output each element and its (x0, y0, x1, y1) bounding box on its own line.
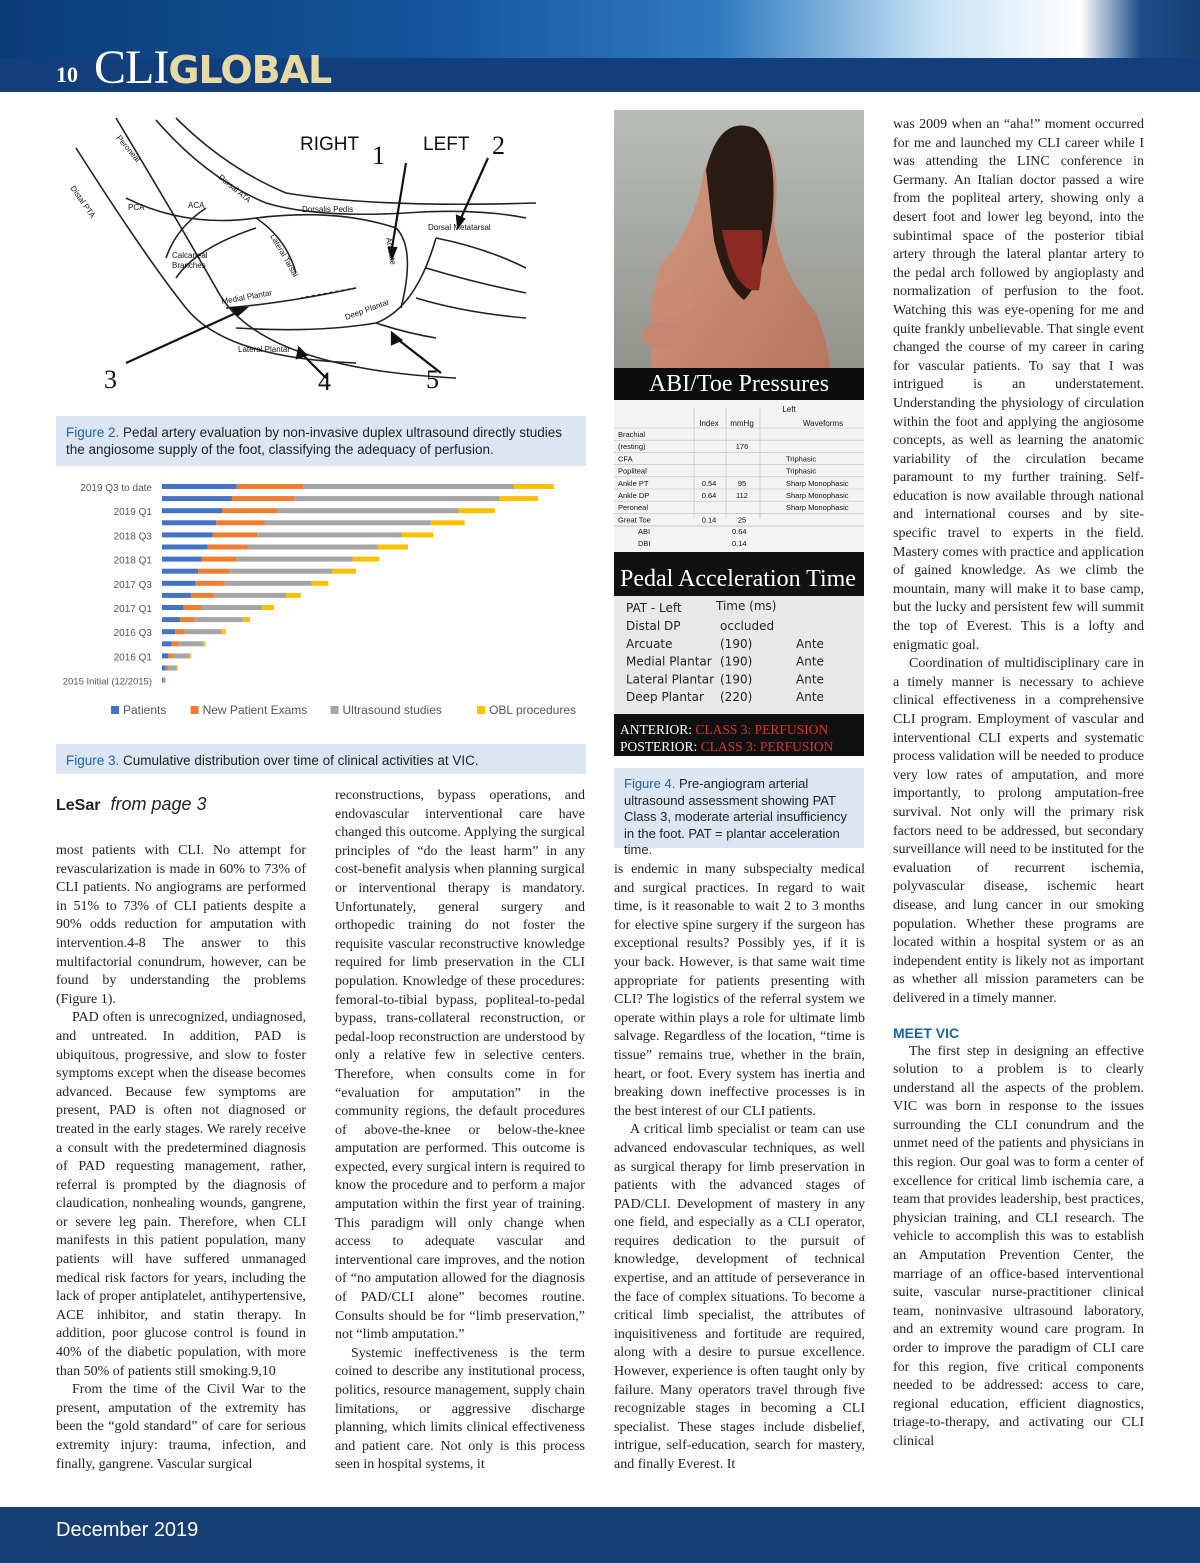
label-peroneal: Peroneal (114, 133, 142, 164)
abi-row-wave: Triphasic (786, 466, 817, 476)
figure-3-caption-label: Figure 3. (66, 753, 120, 768)
figure-4-caption (614, 768, 864, 857)
pat-row-time: (220) (720, 690, 753, 705)
bar-segment (185, 629, 221, 634)
page-header (0, 0, 1200, 92)
pat-row-dir: Ante (796, 654, 824, 669)
article-column-3 (614, 861, 865, 1475)
bar-segment (195, 617, 243, 622)
artery-outline-4 (176, 118, 536, 204)
bar-segment (173, 653, 190, 658)
pat-row-site: Lateral Plantar (626, 672, 715, 687)
figure-2-caption-label: Figure 2. (66, 425, 120, 440)
bar-segment (168, 666, 176, 671)
section-heading-meet-vic: MEET VIC (893, 1024, 960, 1041)
bar-segment (243, 617, 250, 622)
clinical-activities-chart (56, 478, 586, 740)
bar-segment (162, 629, 175, 634)
bar-segment (402, 532, 433, 537)
pat-row-dir: Ante (796, 636, 824, 651)
bar-segment (191, 593, 214, 598)
pat-row-time: (190) (720, 636, 753, 651)
label-number-3: 3 (104, 365, 117, 394)
bar-segment (203, 641, 205, 646)
bar-segment (237, 484, 303, 489)
figure-4-caption-text: Pre-angiogram arterial ultrasound assessment showing PAT Class 3, moderate arterial insufficiency in the foot. PAT = plantar acceleration time. (624, 776, 848, 857)
label-aca: ACA (188, 201, 205, 210)
bar-segment (168, 653, 173, 658)
bar-segment (459, 508, 495, 513)
abi-row-mmhg: 112 (736, 491, 748, 500)
anterior-class (620, 722, 828, 738)
pedal-title: Pedal Acceleration Time (614, 560, 864, 598)
figure-2-diagram (56, 108, 586, 408)
magazine-logo (94, 40, 331, 95)
figure-2-caption-text: Pedal artery evaluation by non-invasive duplex ultrasound directly studies the angiosome supply of the foot, classifying the adequacy of perfusion. (66, 425, 563, 457)
label-number-4: 4 (318, 367, 331, 396)
abi-title: ABI/Toe Pressures (614, 368, 864, 400)
y-tick-label: 2016 Q1 (113, 652, 152, 664)
bar-segment (221, 629, 226, 634)
article-column-2 (335, 787, 585, 1475)
bar-segment (162, 496, 232, 501)
abi-row-index: 0.14 (701, 515, 717, 525)
bar-segment (216, 520, 264, 525)
pat-row-time: (190) (720, 654, 753, 669)
abi-row-site: Great Toe (618, 515, 651, 525)
pat-table-grid (614, 596, 864, 714)
bar-segment (184, 605, 202, 610)
bar-segment (162, 581, 196, 586)
label-arcuate: Arcuate (384, 236, 398, 266)
posterior-label: POSTERIOR: (620, 739, 698, 754)
col4-paragraph-3: The first step in designing an effective solution to a problem is to clearly understand all the aspects of the problem. VIC was born in response to the issues surrounding the CLI conundrum and the unmet need of the patients and physicians in this region. Our goal was to form a center of excellence for critical limb ischemia care, a team that provides leadership, best practices, physician training, and CLI research. The vehicle to accomplish this was to establish an Amputation Prevention Center, the marriage of an office-based interventional suite, vascular nurse-practitioner clinical team, noninvasive ultrasound laboratory, and an extremity wound care program. In order to improve the paradigm of CLI care for this region, five critical components needed to be addressed: access to care, regional education, efficient diagnostics, triage-to-therapy, and activating our CLI clinical (893, 1043, 1144, 1449)
y-tick-label: 2019 Q1 (113, 507, 152, 519)
bar-segment (162, 484, 237, 489)
bar-segment (162, 678, 163, 683)
anterior-class-value: CLASS 3: PERFUSION (695, 722, 829, 737)
posterior-class (620, 739, 833, 755)
bar-segment (198, 569, 229, 574)
bar-segment (232, 496, 295, 501)
bar-segment (222, 508, 277, 513)
col3-paragraph-2: A critical limb specialist or team can use advanced endovascular techniques, as well as surgical therapy for limb preservation in patients with the advanced stages of PAD/CLI. Development of mastery in any one field, and especially as a CLI operator, requires dedication to the pursuit of knowledge, development of technical expertise, and an attitude of perseverance in the face of complex situations. To become a critical limb specialist, the attributes of inquisitiveness and fortitude are required, along with a desire to pursue excellence. However, experience is often taught only by failure. Many operators travel through five recognizable stages in becoming a CLI specialist. These stages include disbelief, intrigue, self-education, search for mastery, and finally Everest. It (614, 1122, 865, 1472)
bar-segment (353, 557, 380, 562)
abi-row-wave: Triphasic (786, 454, 817, 464)
posterior-class-value: CLASS 3: PERFUSION (700, 739, 834, 754)
bar-segment (230, 569, 333, 574)
bar-segment (176, 666, 177, 671)
abi-row-site: Brachial (618, 430, 646, 439)
logo-global: GLOBAL (168, 48, 332, 92)
bar-segment (312, 581, 329, 586)
y-tick-label: 2019 Q3 to date (80, 483, 152, 494)
pat-row-time: occluded (720, 619, 775, 633)
bar-segment (162, 520, 216, 525)
col4-paragraph-2: Coordination of multidisciplinary care in a timely manner is necessary to achieve clinical effectiveness in a comprehensive CLI program. Employment of vascular and interventional CLI experts and systematic process validation will be needed to produce very low rates of amputation, and more importantly, to prolong amputation-free survival. Not only will the primary risk factors need to be addressed, but secondary surveillance will need to be instituted for the evaluation of recurrent ischemia, polyvascular disease, ischemic heart disease, and lung cancer in our smoking population. Whether these programs are located within a hospital system or as an independent entity is likely not as important as whether all mission parameters can be delivered in a timely manner. (893, 656, 1144, 1006)
label-number-5: 5 (426, 365, 439, 394)
label-number-2: 2 (492, 131, 505, 160)
pat-row-dir: Ante (796, 672, 824, 687)
bar-segment (500, 496, 539, 501)
arrow-3 (126, 313, 236, 363)
issue-date: December 2019 (56, 1519, 199, 1541)
pat-row-time: (190) (720, 672, 753, 687)
bar-segment (303, 484, 514, 489)
pat-table (614, 596, 864, 714)
abi-row-site: Popliteal (618, 466, 647, 476)
bar-segment (175, 629, 185, 634)
pat-header-time: Time (ms) (716, 599, 777, 613)
bar-segment (162, 508, 222, 513)
anterior-label: ANTERIOR: (620, 722, 692, 737)
y-tick-label: 2017 Q3 (113, 579, 152, 591)
arrow-2 (461, 158, 488, 218)
dbi-label: DBI (638, 539, 651, 548)
bar-segment (295, 496, 500, 501)
bar-segment (514, 484, 554, 489)
bar-segment (214, 593, 286, 598)
pat-row-site: Deep Plantar (626, 690, 704, 705)
bar-segment (163, 678, 165, 683)
arrow-1 (392, 163, 406, 248)
artery-metatarsal-3 (416, 298, 526, 318)
figure-3-chart (56, 478, 586, 740)
abi-header-waveforms: Waveforms (802, 419, 844, 428)
label-pca: PCA (128, 203, 145, 212)
abi-table (614, 400, 864, 552)
bar-segment (225, 581, 312, 586)
pat-row-site: Medial Plantar (626, 654, 712, 669)
bar-segment (166, 666, 168, 671)
y-tick-label: 2016 Q3 (113, 628, 152, 640)
bar-segment (162, 666, 166, 671)
logo-cli: CLI (94, 41, 169, 94)
abi-row-site: Ankle PT (618, 478, 649, 488)
artery-metatarsal-1 (436, 238, 526, 268)
abi-row-site: (resting) (618, 442, 646, 452)
pat-header-site: PAT - Left (626, 601, 682, 615)
dbi-value: 0.14 (732, 539, 747, 548)
col2-paragraph-1: reconstructions, bypass operations, and endovascular interventional care have changed this outcome. Applying the surgical principles of “do the least harm” in any cost-benefit analysis when planning surgical or interventional therapy is mandatory. Unfortunately, general surgery and orthopedic training do not foster the requisite vascular reconstructive knowledge required for limb preservation in the CLI population. Knowledge of these procedures: femoral-to-tibial bypass, popliteal-to-pedal bypass, trans-collateral reconstruction, or pedal-loop reconstruction are understood by only a relative few in selective centers. Therefore, when consults come in for “evaluation for amputation” in the community regions, the default procedures of above-the-knee or below-the-knee amputation are performed. This outcome is expected, every surgical intern is required to know the procedure and to perform a major amputation within the first year of training. This paradigm will only change when access to adequate vascular and interventional care improves, and the notion of “no amputation allowed for the diagnosis of PAD/CLI alone” becomes routine. Consults should be for “limb preservation,” not “limb amputation.” (335, 788, 585, 1343)
legend-swatch (111, 706, 119, 714)
continued-page-link[interactable]: from page 3 (110, 794, 207, 814)
continued-author: LeSar (56, 797, 101, 814)
bar-segment (172, 641, 179, 646)
bar-segment (196, 581, 225, 586)
bar-segment (278, 508, 459, 513)
bar-segment (257, 532, 402, 537)
bar-segment (431, 520, 465, 525)
y-tick-label: 2017 Q1 (113, 604, 152, 615)
abi-header-side: Left (782, 405, 796, 414)
label-lateral-plantar: Lateral Plantar (238, 345, 291, 354)
label-branches: Branches (172, 261, 206, 270)
bar-segment (180, 617, 194, 622)
bar-segment (162, 545, 208, 550)
label-deep-plantar: Deep Plantar (343, 297, 391, 322)
abi-header-index: Index (699, 419, 719, 428)
artery-arcuate (396, 228, 407, 308)
figure-4-photo (614, 110, 864, 396)
abi-row-mmhg: 176 (735, 442, 749, 452)
bar-segment (262, 605, 274, 610)
bar-segment (237, 557, 353, 562)
figure-4-caption-label: Figure 4. (624, 776, 676, 791)
abi-row-site: CFA (618, 454, 633, 464)
foot-artery-diagram (56, 108, 586, 408)
abi-row-wave: Sharp Monophasic (786, 491, 849, 500)
bar-segment (162, 532, 213, 537)
bar-segment (162, 617, 180, 622)
legend-label: Patients (123, 703, 167, 717)
col1-paragraph-2: PAD often is unrecognized, undiagnosed, and untreated. In addition, PAD is ubiquitous, progressive, and slow to foster symptoms except when the disease becomes advanced. Because few symptoms are present, PAD is often not diagnosed or treated in the early stages. We rarely receive a consult with the predetermined diagnosis of PAD requesting management, rather, referral is prompted by the diagnosis of claudication, nonhealing wounds, gangrene, or severe leg pain. Therefore, when CLI manifests in this patient population, many patients will have suffered unmanaged medical risk factors for years, including the lack of proper antiplatelet, antihypertensive, ACE inhibitor, and statin therapy. In addition, poor glucose control is found in 40% of the diabetic population, with more than 50% of patients still smoking.9,10 (56, 1010, 306, 1379)
col4-paragraph-1: was 2009 when an “aha!” moment occurred for me and launched my CLI career while I was attending the LINC conference in Germany. An Italian doctor passed a wire from the popliteal artery, showing only a desert foot and lower leg beyond, into the subintimal space of the posterior tibial artery through the lateral plantar artery to the pedal arch followed by angioplasty and normalization of perfusion to the foot. Watching this was eye-opening for me and quite frankly unbelievable. That single event changed the course of my career in caring for vascular patients. To say that I was intrigued is an understatement. Understanding the physiology of circulation within the foot and applying the angiosome concepts, as well as learning the anatomic variability of the circulation became paramount to my further training. Self-education is now available through national and international courses and by site-specific travel to experts in the field. Mastery comes with practice and application of gained knowledge. As we climb the mountain, many will make it to base camp, but the lucky and persistent few will summit the top of Everest. This is a lofty and enigmatic goal. (893, 117, 1144, 653)
abi-row-wave: Sharp Monophasic (786, 503, 849, 513)
abi-row-index: 0.64 (701, 491, 717, 500)
abi-row-site: Ankle DP (618, 491, 650, 500)
artery-outline-2 (76, 148, 356, 363)
legend-label: New Patient Exams (202, 703, 308, 717)
legend-label: OBL procedures (489, 703, 577, 717)
label-right: RIGHT (300, 134, 360, 155)
bar-segment (190, 653, 191, 658)
col1-paragraph-1: most patients with CLI. No attempt for revascularization is made in 60% to 73% of CLI patients. No angiograms are performed in 51% to 73% of CLI patients despite a 90% odds reduction for amputation with intervention.4-8 The answer to this multifactorial conundrum, however, can be found by understanding the problems (Figure 1). (56, 843, 306, 1007)
abi-table-grid (614, 400, 864, 552)
label-number-1: 1 (372, 141, 385, 170)
pat-row-site: Distal DP (626, 619, 681, 633)
abi-row-mmhg: 95 (737, 478, 747, 488)
continued-from (56, 794, 207, 815)
bar-segment (179, 641, 203, 646)
abi-row-wave: Sharp Monophasic (786, 478, 849, 488)
figure-3-caption (56, 744, 586, 774)
y-tick-label: 2018 Q1 (113, 555, 152, 567)
bar-segment (248, 545, 378, 550)
bar-segment (213, 532, 258, 537)
article-column-4 (893, 116, 1144, 1452)
col2-paragraph-2: Systemic ineffectiveness is the term coined to describe any institutional process, politics, resource management, supply chain limitations, or aggressive discharge planning, which limits clinical effectiveness and patient care. Not only is this process seen in hospital systems, it (335, 1345, 585, 1473)
label-dorsal-metatarsal: Dorsal Metatarsal (428, 223, 491, 232)
figure-2-caption (56, 416, 586, 466)
bar-segment (286, 593, 300, 598)
figure-3-caption-text: Cumulative distribution over time of clinical activities at VIC. (123, 753, 479, 768)
abi-header-mmhg: mmHg (730, 419, 754, 428)
artery-deep-plantar (376, 323, 436, 338)
foot-wound-photo (614, 110, 864, 396)
bar-segment (378, 545, 408, 550)
label-calcaneal: Calcaneal (172, 251, 208, 260)
bar-segment (162, 641, 172, 646)
label-dorsal-ata: Dorsal ATA (216, 172, 253, 205)
figure-4-report (614, 368, 864, 756)
abi-value: 0.64 (732, 527, 747, 536)
article-column-1 (56, 842, 306, 1474)
bar-segment (162, 605, 184, 610)
arrow-4-head (297, 348, 306, 358)
col3-paragraph-1: is endemic in many subspecialty medical and surgical practices. In regard to wait time, is it reasonable to wait 2 to 3 months for elective spine surgery if the surgeon has exceptional results? Possibly yes, if it is your back. However, is that same wait time appropriate for patients presenting with CLI? The logistics of the referral system we operate within plays a role for ultimate limb salvage. Regardless of the location, “time is tissue” remains true, whether in the brain, heart, or foot. Every system has inertia and breaking down ineffective processes is in the best interest of our CLI patients. (614, 862, 865, 1119)
bar-segment (202, 557, 237, 562)
pat-row-dir: Ante (796, 690, 824, 705)
artery-metatarsal-2 (426, 268, 526, 293)
bar-segment (162, 569, 198, 574)
pat-row-site: Arcuate (626, 636, 673, 651)
label-medial-plantar: Medial Plantar (220, 288, 273, 306)
abi-label: ABI (638, 527, 651, 536)
label-left: LEFT (423, 134, 470, 155)
abi-row-index: 0.54 (701, 478, 717, 488)
bar-segment (332, 569, 356, 574)
bar-segment (208, 545, 248, 550)
y-tick-label: 2018 Q3 (113, 531, 152, 543)
legend-label: Ultrasound studies (342, 703, 442, 717)
bar-segment (162, 653, 168, 658)
bar-segment (162, 557, 202, 562)
legend-swatch (191, 706, 199, 714)
page-footer (0, 1507, 1200, 1563)
page-number: 10 (56, 62, 78, 87)
y-tick-label: 2015 Initial (12/2015) (62, 676, 152, 688)
arrow-5-head (392, 333, 401, 344)
bar-segment (265, 520, 431, 525)
label-distal-pta: Distal PTA (68, 183, 98, 220)
abi-row-mmhg: 25 (737, 515, 747, 525)
bar-segment (162, 593, 191, 598)
label-dorsalis-pedis: Dorsalis Pedis (302, 205, 354, 214)
col1-paragraph-3: From the time of the Civil War to the present, amputation of the extremity has been the “gold standard” of care for serious extremity injury: trauma, infection, and finally, gangrene. Vascular surgical (56, 1382, 306, 1472)
legend-swatch (331, 706, 339, 714)
legend-swatch (477, 706, 485, 714)
bar-segment (202, 605, 262, 610)
label-lateral-tarsal: Lateral Tarsal (268, 232, 301, 279)
abi-row-site: Peroneal (618, 503, 649, 513)
